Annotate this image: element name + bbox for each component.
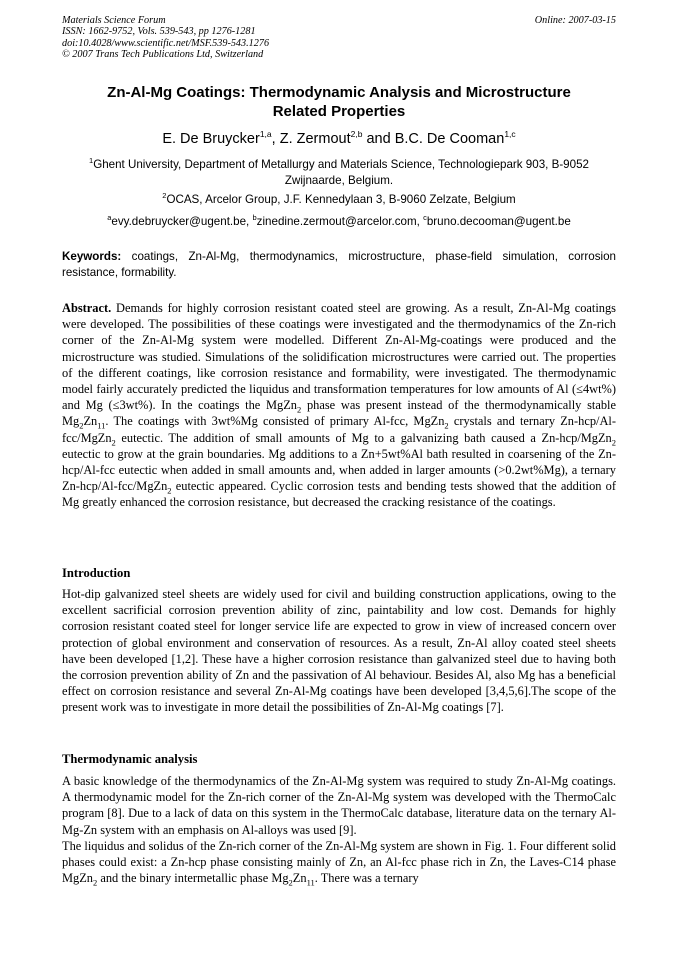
introduction-paragraph: Hot-dip galvanized steel sheets are widely used for civil and building construction applications, owing to the excellent sacrificial corrosion prevention ability of zinc, paintability and low cost. Demands for highly corrosion resistant coated steel for longer service life are expected to grow in view of increased concern over protection of global environment and conservation of resources. As a result, Zn-Al alloy coated steel sheets have been developed [1,2]. These have a higher corrosion resistance than galvanized steel due to having both the corrosion prevention ability of Zn and the passivation of Al behaviour. Besides Al, also Mg has a beneficial effect on corrosion resistance and several Zn-Al-Mg coatings have been developed [3,4,5,6].The scope of the present work was to investigate in more detail the possibilities of Zn-Al-Mg coatings [7]. (62, 587, 616, 715)
affiliation-1-line-1: Ghent University, Department of Metallurgy and Materials Science, Technologiepark 903, B-9052 (93, 158, 589, 171)
author-3-sup: 1,c (504, 129, 516, 140)
introduction-block (62, 586, 616, 716)
author-2: , Z. Zermout (271, 131, 351, 147)
thermo-p2-sub-1: 2 (92, 877, 98, 888)
affiliation-2-sup: 2 (162, 191, 167, 201)
abstract-block (62, 300, 616, 511)
journal-header (62, 15, 616, 61)
title-line-2: Related Properties (272, 103, 406, 120)
email-a: evy.debruycker@ugent.be, (111, 215, 253, 228)
journal-name: Materials Science Forum (62, 15, 166, 26)
thermo-p2-text-3: Zn (292, 871, 307, 886)
affiliation-1 (62, 157, 616, 189)
abstract-sub-3: 11 (97, 420, 106, 431)
abstract-text-3: Zn (83, 414, 98, 429)
email-b: zinedine.zermout@arcelor.com, (256, 215, 424, 228)
abstract-text-1: Demands for highly corrosion resistant coated steel are growing. As a result, Zn-Al-Mg coatings were developed. The possibilities of these coatings were investigated and the thermodynamics of the Zn-rich corner of the Zn-Al-Mg system were modelled. Different Zn-Al-Mg-coatings were produced and the microstructure was studied. Simulations of the solidification microstructures were carried out. The properties of the different coatings, like corrosion resistance and formability, were investigated. The thermodynamic model fairly accurately predicted the liquidus and transformation temperatures for low amounts of Al (≤4wt%) and Mg (≤3wt%). In the coatings the MgZn (62, 301, 616, 413)
abstract-sub-5: 2 (111, 437, 116, 448)
thermodynamic-paragraph-1: A basic knowledge of the thermodynamics of the Zn-Al-Mg system was required to study Zn-Al-Mg coatings. A thermodynamic model for the Zn-rich corner of the Zn-Al-Mg system was developed with the ThermoCalc program [8]. Due to a lack of data on this system in the ThermoCalc database, literature data on the ternary Al-Mg-Zn system with an emphasis on Al-alloys was used [9]. (62, 774, 616, 837)
email-c-sup: c (423, 213, 427, 223)
author-3: and B.C. De Cooman (362, 131, 505, 147)
abstract-paragraph (62, 300, 616, 511)
abstract-text-8: eutectic appeared. Cyclic corrosion tests and bending tests showed that the addition of Mg greatly enhanced the corrosion resistance, but decreased the cracking resistance of the coatings. (62, 479, 616, 510)
affiliation-2 (62, 192, 616, 208)
abstract-sub-2: 2 (79, 420, 84, 431)
paper-title (62, 83, 616, 121)
email-a-sup: a (107, 213, 112, 223)
keywords-label: Keywords: (62, 250, 122, 263)
keywords-block (62, 249, 616, 281)
thermo-p2-text-1: The liquidus and solidus of the Zn-rich corner of the Zn-Al-Mg system are shown in Fig. 1. Four different solid phases could exist: a Zn-hcp phase consisting mainly of Zn, an Al-fcc phase rich in Zn, the Laves-C14 phase MgZn (62, 838, 616, 886)
author-1-sup: 1,a (259, 129, 272, 140)
abstract-sub-7: 2 (167, 485, 172, 496)
introduction-heading: Introduction (62, 566, 131, 580)
author-1: E. De Bruycker (162, 131, 260, 147)
thermo-p2-sub-2: 2 (288, 877, 293, 888)
abstract-text-2: phase was present instead of the thermodynamically stable Mg (62, 398, 616, 429)
abstract-text-6: eutectic. The addition of small amounts of Mg to a galvanizing bath caused a Zn-hcp/MgZn (115, 430, 612, 445)
abstract-sub-6: 2 (611, 437, 616, 448)
email-line (62, 214, 616, 230)
online-date: Online: 2007-03-15 (534, 15, 616, 26)
doi-line: doi:10.4028/www.scientific.net/MSF.539-543.1276 (62, 37, 270, 49)
issn-line: ISSN: 1662-9752, Vols. 539-543, pp 1276-1281 (62, 26, 256, 38)
thermo-p2-text-4: . There was a ternary (314, 871, 419, 886)
keywords-text: coatings, Zn-Al-Mg, thermodynamics, microstructure, phase-field simulation, corrosion resistance, formability. (62, 250, 616, 279)
thermo-p2-text-2: and the binary intermetallic phase Mg (97, 871, 289, 886)
abstract-text-7: eutectic to grow at the grain boundaries. Mg additions to a Zn+5wt%Al bath resulted in coarsening of the Zn-hcp/Al-fcc eutectic when added in small amounts and, when added in larger amounts (>0.2wt%Mg), a ternary Zn-hcp/Al-fcc/MgZn (62, 446, 616, 494)
affiliation-1-sup: 1 (89, 156, 94, 166)
author-list (62, 130, 616, 148)
email-b-sup: b (252, 213, 257, 223)
copyright-line: © 2007 Trans Tech Publications Ltd, Switzerland (62, 49, 264, 61)
thermo-p2-sub-3: 11 (306, 877, 315, 888)
abstract-sub-1: 2 (297, 404, 302, 415)
abstract-text-4: . The coatings with 3wt%Mg consisted of primary Al-fcc, MgZn (105, 414, 445, 429)
email-c: bruno.decooman@ugent.be (426, 215, 571, 228)
affiliation-2-text: OCAS, Arcelor Group, J.F. Kennedylaan 3, B-9060 Zelzate, Belgium (166, 193, 516, 206)
thermodynamic-paragraph-2 (62, 838, 616, 887)
thermodynamic-block (62, 773, 616, 886)
abstract-label: Abstract. (62, 301, 112, 315)
thermodynamic-heading: Thermodynamic analysis (62, 752, 198, 766)
abstract-text-5: crystals and ternary Zn-hcp/Al-fcc/MgZn (62, 414, 616, 445)
author-2-sup: 2,b (350, 129, 363, 140)
affiliation-1-line-2: Zwijnaarde, Belgium. (284, 174, 394, 187)
title-line-1: Zn-Al-Mg Coatings: Thermodynamic Analysis and Microstructure (107, 84, 571, 101)
abstract-sub-4: 2 (444, 420, 449, 431)
